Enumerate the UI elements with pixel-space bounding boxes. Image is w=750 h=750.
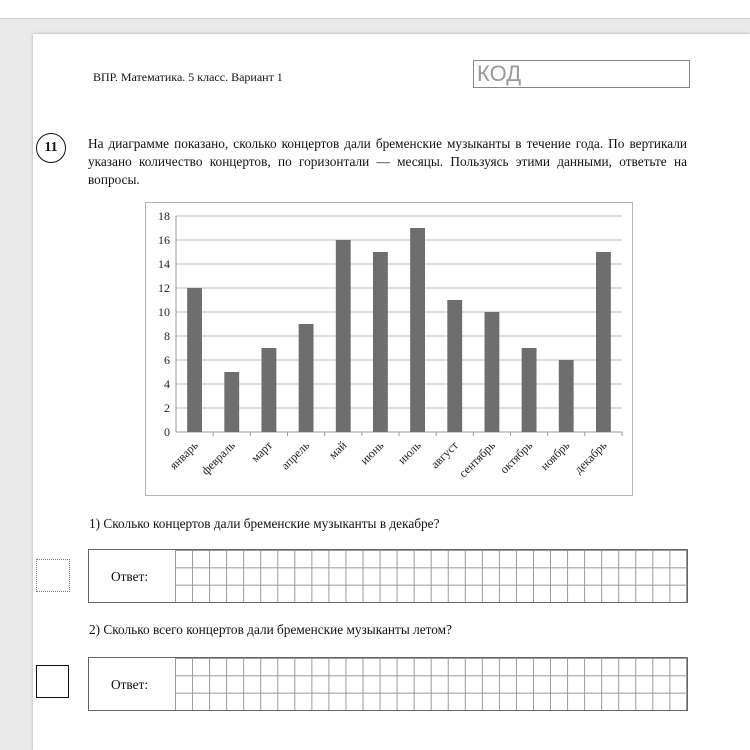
bar-chart <box>145 202 633 496</box>
task-number-badge: 11 <box>36 133 66 163</box>
y-tick-label: 8 <box>164 329 170 343</box>
answer-grid-2[interactable] <box>175 658 687 710</box>
bar <box>596 252 611 432</box>
bar <box>336 240 351 432</box>
bar <box>187 288 202 432</box>
previous-page-edge <box>0 0 750 19</box>
answer-box-2 <box>88 657 688 711</box>
chart-canvas <box>146 203 632 495</box>
score-box-2[interactable] <box>36 665 69 698</box>
x-tick-label: апрель <box>277 438 313 473</box>
x-tick-label: июнь <box>357 438 387 468</box>
bar <box>447 300 462 432</box>
exam-header: ВПР. Математика. 5 класс. Вариант 1 <box>93 70 283 84</box>
y-tick-label: 18 <box>158 209 170 223</box>
x-tick-label: март <box>248 438 276 466</box>
x-tick-label: октябрь <box>497 438 536 477</box>
y-tick-label: 6 <box>164 353 170 367</box>
x-tick-label: январь <box>166 438 201 473</box>
x-tick-label: август <box>428 438 461 472</box>
x-tick-label: июль <box>395 438 424 467</box>
bar <box>373 252 388 432</box>
bar <box>484 312 499 432</box>
y-tick-label: 0 <box>164 425 170 439</box>
score-box-1[interactable] <box>36 559 70 592</box>
answer-box-1 <box>88 549 688 603</box>
y-tick-label: 12 <box>158 281 170 295</box>
question-2: 2) Сколько всего концертов дали бременские музыканты летом? <box>89 622 452 637</box>
x-tick-label: май <box>325 438 350 462</box>
y-tick-label: 4 <box>164 377 170 391</box>
x-tick-label: сентябрь <box>456 438 499 481</box>
bar <box>410 228 425 432</box>
y-tick-label: 10 <box>158 305 170 319</box>
bar <box>299 324 314 432</box>
answer-label-1: Ответ: <box>111 569 149 584</box>
bar <box>261 348 276 432</box>
x-tick-label: февраль <box>198 438 238 478</box>
x-tick-label: декабрь <box>571 438 610 477</box>
task-description: На диаграмме показано, сколько концертов дали бременские музыканты в течение года. По вертикали указано количество концертов, по горизонтали — месяцы. Пользуясь этими данными, ответьте на вопросы. <box>88 136 687 187</box>
y-tick-label: 2 <box>164 401 170 415</box>
y-tick-label: 14 <box>158 257 170 271</box>
question-1: 1) Сколько концертов дали бременские музыканты в декабре? <box>89 516 440 531</box>
answer-label-2: Ответ: <box>111 677 149 692</box>
bar <box>522 348 537 432</box>
code-field[interactable]: КОД <box>473 60 690 88</box>
bar <box>559 360 574 432</box>
y-tick-label: 16 <box>158 233 170 247</box>
x-tick-label: ноябрь <box>537 438 573 474</box>
bar <box>224 372 239 432</box>
answer-grid-1[interactable] <box>175 550 687 602</box>
